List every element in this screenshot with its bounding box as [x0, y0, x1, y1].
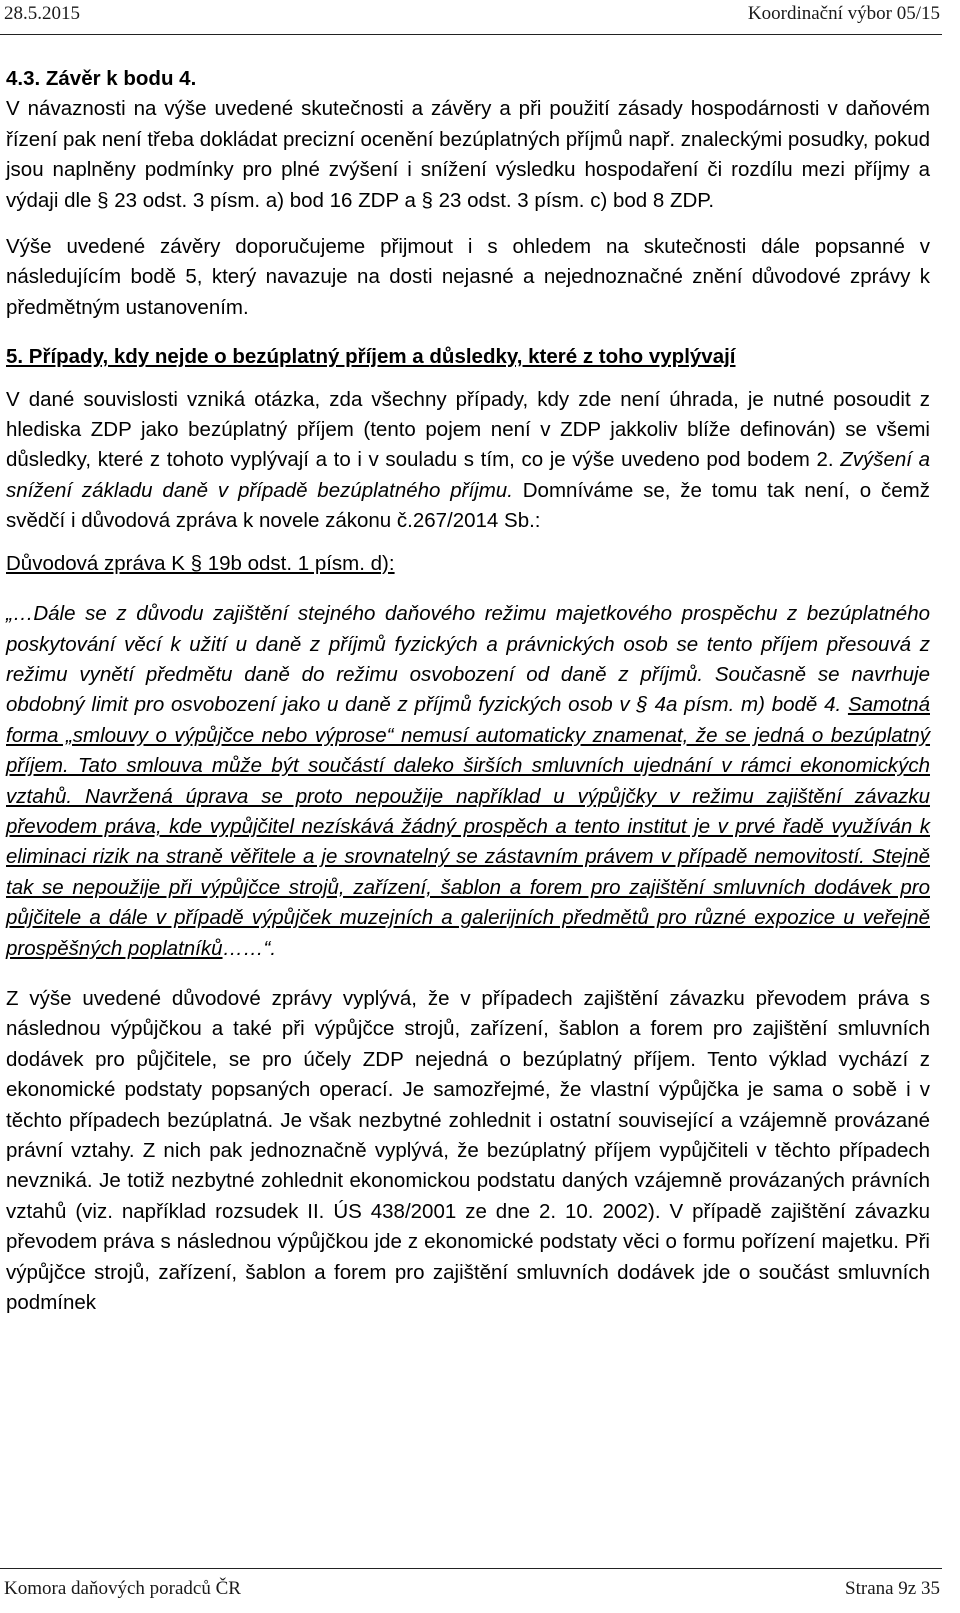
section-5-paragraph-1-italic: Zvýšení a snížení základu daně v případě bezúplatného příjmu.: [6, 448, 930, 502]
section-5-paragraph-2: Z výše uvedené důvodové zprávy vyplývá, že v případech zajištění závazku převodem práva s následnou výpůjčkou a také při výpůjčce strojů, zařízení, šablon a forem pro zajištění smluvních dodávek pro půjčitele, se pro účely ZDP nejedná o bezúplatný příjem. Tento výklad vychází z ekonomické podstaty popsaných operací. Je samozřejmé, že vlastní výpůjčka je sama o sobě i v těchto případech bezúplatná. Je však nezbytné zohlednit i ostatní související a vzájemně provázané právní vztahy. Z nich pak jednoznačně vyplývá, že bezúplatný příjem vypůjčiteli v těchto případech nevzniká. Je totiž nezbytné zohlednit ekonomickou podstatu daných vzájemně provázaných právních vztahů (viz. například rozsudek II. ÚS 438/2001 ze dne 2. 10. 2002). V případě zajištění závazku převodem práva s následnou výpůjčkou jde z ekonomické podstaty věci o formu pořízení majetku. Při výpůjčce strojů, zařízení, šablon a forem pro zajištění smluvních dodávek jde o součást smluvních podmínek: [6, 986, 930, 1315]
section-5-paragraph-1: [6, 385, 930, 537]
footer-organization: Komora daňových poradců ČR: [4, 1578, 241, 1599]
footer-divider: [0, 1568, 942, 1569]
quote-plain: „…Dále se z důvodu zajištění stejného daňového režimu majetkového prospěchu z bezúplatného poskytování věcí k užití u daně z příjmů fyzických a právnických osob se tento příjem přesouvá z režimu vynětí předmětu daně do režimu osvobození od daně z příjmů. Současně se navrhuje obdobný limit pro osvobození jako u daně z příjmů fyzických osob v § 4a písm. m) bodě 4.: [6, 602, 930, 717]
header-divider: [0, 34, 942, 35]
quote-tail: ……“.: [222, 936, 277, 960]
section-4-3-paragraph-2: Výše uvedené závěry doporučujeme přijmout i s ohledem na skutečnosti dále popsanné v následujícím bodě 5, který navazuje na dosti nejasné a nejednoznačné znění důvodové zprávy k předmětným ustanovením.: [6, 235, 930, 319]
footer-page-number: Strana 9z 35: [845, 1578, 940, 1599]
document-body: [6, 64, 930, 1318]
section-4-3-paragraph-1: V návaznosti na výše uvedené skutečnosti a závěry a při použití zásady hospodárnosti v daňovém řízení pak není třeba dokládat precizní ocenění bezúplatných příjmů např. znaleckými posudky, pokud jsou naplněny podmínky pro plné zvýšení i snížení výsledku hospodaření či rozdílu mezi příjmy a výdaji dle § 23 odst. 3 písm. a) bod 16 ZDP a § 23 odst. 3 písm. c) bod 8 ZDP.: [6, 97, 930, 212]
section-4-3-heading: 4.3. Závěr k bodu 4.: [6, 67, 197, 90]
page-footer: [4, 1577, 940, 1601]
reason-report-quote: [6, 599, 930, 964]
reason-report-heading: Důvodová zpráva K § 19b odst. 1 písm. d):: [6, 551, 395, 575]
section-5-paragraph-1-end: Domníváme se, že tomu tak není, o čemž svědčí i důvodová zpráva k novele zákonu č.267/2014 Sb.:: [6, 478, 931, 533]
header-date: 28.5.2015: [4, 3, 80, 24]
page-header: [4, 2, 940, 26]
section-5-paragraph-1-start: V dané souvislosti vzniká otázka, zda všechny případy, kdy zde není úhrada, je nutné posoudit z hlediska ZDP jako bezúplatný příjem (tento pojem není v ZDP jakkoliv blíže definován) se všemi důsledky, které z tohoto vyplývají a to i v souladu s tím, co je výše uvedeno pod bodem 2.: [6, 387, 930, 472]
section-5-heading: 5. Případy, kdy nejde o bezúplatný příjem a důsledky, které z toho vyplývají: [6, 345, 736, 369]
quote-underlined: Samotná forma „smlouvy o výpůjčce nebo výprose“ nemusí automaticky znamenat, že se jedná o bezúplatný příjem. Tato smlouva může být součástí daleko širších smluvních ujednání v rámci ekonomických vztahů. Navržená úprava se proto nepoužije například u výpůjčky v režimu zajištění závazku převodem práva, kde vypůjčitel nezískává žádný prospěch a tento institut je v prvé řadě využíván k eliminaci rizik na straně věřitele a je srovnatelný se zástavním právem v případě nemovitostí. Stejně tak se nepoužije při výpůjčce strojů, zařízení, šablon a forem pro zajištění smluvních dodávek pro půjčitele a dále v případě výpůjček muzejních a galerijních předmětů pro různé expozice u veřejně prospěšných poplatníků: [6, 693, 930, 960]
header-meeting: Koordinační výbor 05/15: [747, 3, 940, 24]
